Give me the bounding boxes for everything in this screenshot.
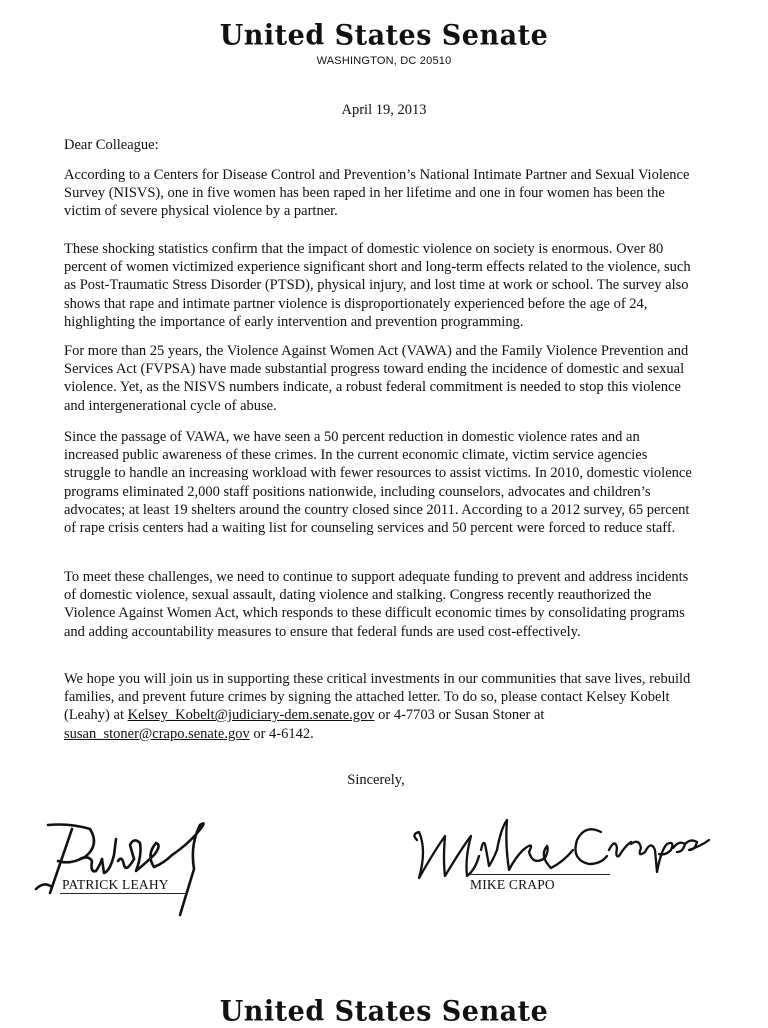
paragraph-6-text-c: or 4-6142.: [249, 725, 314, 742]
letterhead-title-footer: United States Senate: [219, 995, 549, 1028]
leahy-signature: [30, 815, 220, 925]
leahy-signature-line: [60, 893, 188, 894]
crapo-signature: [405, 810, 715, 890]
signer-name-crapo: MIKE CRAPO: [470, 877, 555, 892]
paragraph-1: According to a Centers for Disease Control and Prevention’s National Intimate Partner and Sexual Violence Survey (NISVS), one in five women has been raped in her lifetime and one in four women has been the victim of severe physical violence by a partner.: [64, 167, 690, 220]
letter-date: April 19, 2013: [341, 102, 427, 118]
paragraph-4: Since the passage of VAWA, we have seen a 50 percent reduction in domestic violence rates and an increased public awareness of these crimes. In the current economic climate, victim service agencies struggle to handle an increasing workload with fewer resources to assist victims. In 2010, domestic violence programs eliminated 2,000 staff positions nationwide, including counselors, advocates and children’s advocates; at least 19 shelters around the country closed since 2011. According to a 2012 survey, 65 percent of rape crisis centers had a waiting list for counseling services and 50 percent were forced to reduce staff.: [64, 429, 692, 537]
email-link-stoner[interactable]: susan_stoner@crapo.senate.gov: [64, 725, 250, 742]
paragraph-6-text-b: or 4-7703 or Susan Stoner at: [374, 707, 545, 724]
letterhead-title: United States Senate: [219, 19, 549, 52]
signer-name-leahy: PATRICK LEAHY: [62, 877, 169, 892]
email-link-kobelt[interactable]: Kelsey_Kobelt@judiciary-dem.senate.gov: [127, 707, 375, 724]
closing: Sincerely,: [347, 772, 405, 788]
paragraph-5: To meet these challenges, we need to continue to support adequate funding to prevent and address incidents of domestic violence, sexual assault, dating violence and stalking. Congress recently reauthorized the Violence Against Women Act, which responds to these difficult economic times by consolidating programs and adding accountability measures to ensure that federal funds are used cost-effectively.: [64, 569, 689, 640]
paragraph-6-text-a: We hope you will join us in supporting these critical investments in our communities that save lives, rebuild families, and prevent future crimes by signing the attached letter. To do so, please contact Kelsey Kobelt (Leahy) at: [64, 671, 691, 724]
paragraph-3: For more than 25 years, the Violence Against Women Act (VAWA) and the Family Violence Prevention and Services Act (FVPSA) have made substantial progress toward ending the incidence of domestic and sexual violence. Yet, as the NISVS numbers indicate, a robust federal commitment is needed to stop this violence and intergenerational cycle of abuse.: [64, 343, 689, 414]
letterhead-address: WASHINGTON, DC 20510: [316, 55, 452, 67]
crapo-signature-line: [468, 874, 610, 875]
salutation: Dear Colleague:: [64, 137, 159, 153]
paragraph-6: [64, 670, 692, 743]
paragraph-2: These shocking statistics confirm that the impact of domestic violence on society is enormous. Over 80 percent of women victimized experience significant short and long-term effects related to the violence, such as Post-Traumatic Stress Disorder (PTSD), physical injury, and lost time at work or school. The survey also shows that rape and intimate partner violence is disproportionately experienced before the age of 24, highlighting the importance of early intervention and prevention programming.: [64, 241, 691, 330]
